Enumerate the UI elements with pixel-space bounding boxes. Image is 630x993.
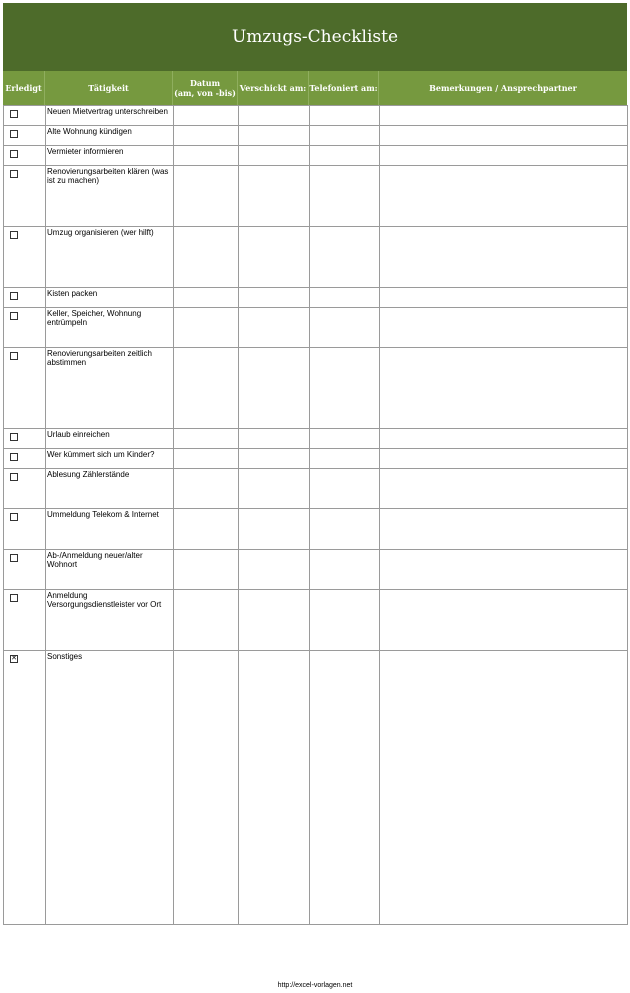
bemerkungen-cell[interactable] xyxy=(380,288,628,308)
task-cell[interactable] xyxy=(46,651,174,925)
verschickt-cell[interactable] xyxy=(239,227,310,288)
done-checkbox[interactable] xyxy=(10,170,18,178)
table-row xyxy=(4,308,628,348)
column-header-erledigt: Erledigt xyxy=(3,71,45,105)
done-checkbox[interactable] xyxy=(10,312,18,320)
telefoniert-cell[interactable] xyxy=(310,509,380,550)
task-label: Umzug organisieren (wer hilft) xyxy=(47,228,154,237)
verschickt-cell[interactable] xyxy=(239,590,310,651)
task-cell[interactable] xyxy=(46,429,174,449)
table-row xyxy=(4,651,628,925)
verschickt-cell[interactable] xyxy=(239,651,310,925)
done-checkbox[interactable] xyxy=(10,473,18,481)
task-cell[interactable] xyxy=(46,449,174,469)
task-label: Ummeldung Telekom & Internet xyxy=(47,510,159,519)
done-checkbox[interactable] xyxy=(10,130,18,138)
table-row xyxy=(4,348,628,429)
done-checkbox[interactable]: ✕ xyxy=(11,655,17,662)
task-cell[interactable] xyxy=(46,348,174,429)
erledigt-cell xyxy=(4,469,46,509)
bemerkungen-cell[interactable] xyxy=(380,166,628,227)
verschickt-cell[interactable] xyxy=(239,166,310,227)
verschickt-cell[interactable] xyxy=(239,308,310,348)
table-row xyxy=(4,106,628,126)
erledigt-cell xyxy=(4,509,46,550)
task-label: Anmeldung Versorgungsdienstleister vor Ort xyxy=(47,591,162,609)
erledigt-cell xyxy=(4,348,46,429)
column-header-verschickt: Verschickt am: xyxy=(238,71,309,105)
datum-cell[interactable] xyxy=(174,166,239,227)
task-label: Wer kümmert sich um Kinder? xyxy=(47,450,155,459)
task-cell[interactable] xyxy=(46,227,174,288)
task-cell[interactable] xyxy=(46,106,174,126)
telefoniert-cell[interactable] xyxy=(310,126,380,146)
done-checkbox[interactable] xyxy=(10,554,18,562)
verschickt-cell[interactable] xyxy=(239,146,310,166)
verschickt-cell[interactable] xyxy=(239,106,310,126)
telefoniert-cell[interactable] xyxy=(310,166,380,227)
verschickt-cell[interactable] xyxy=(239,509,310,550)
task-cell[interactable] xyxy=(46,166,174,227)
erledigt-cell xyxy=(4,106,46,126)
checklist-sheet xyxy=(3,3,627,925)
datum-cell[interactable] xyxy=(174,106,239,126)
erledigt-cell xyxy=(4,146,46,166)
erledigt-cell xyxy=(4,429,46,449)
done-checkbox[interactable] xyxy=(10,433,18,441)
erledigt-cell xyxy=(4,590,46,651)
telefoniert-cell[interactable] xyxy=(310,348,380,429)
table-row xyxy=(4,227,628,288)
task-label: Alte Wohnung kündigen xyxy=(47,127,132,136)
checklist-table xyxy=(3,105,628,925)
telefoniert-cell[interactable] xyxy=(310,590,380,651)
footer-url[interactable]: http://excel-vorlagen.net xyxy=(277,982,353,989)
done-checkbox[interactable] xyxy=(10,352,18,360)
verschickt-cell[interactable] xyxy=(239,126,310,146)
task-label: Urlaub einreichen xyxy=(47,430,110,439)
datum-cell[interactable] xyxy=(174,509,239,550)
column-header-datum-sub: (am, von -bis) xyxy=(174,88,236,98)
column-header-bemerkungen: Bemerkungen / Ansprechpartner xyxy=(429,83,577,93)
task-label: Keller, Speicher, Wohnung entrümpeln xyxy=(47,309,142,327)
task-label: Sonstiges xyxy=(47,652,83,661)
task-cell[interactable] xyxy=(46,126,174,146)
erledigt-cell xyxy=(4,550,46,590)
table-row xyxy=(4,509,628,550)
bemerkungen-cell[interactable] xyxy=(380,308,628,348)
erledigt-cell xyxy=(4,126,46,146)
done-checkbox[interactable] xyxy=(10,150,18,158)
task-label: Vermieter informieren xyxy=(47,147,124,156)
telefoniert-cell[interactable] xyxy=(310,469,380,509)
telefoniert-cell[interactable] xyxy=(310,227,380,288)
table-row xyxy=(4,126,628,146)
telefoniert-cell[interactable] xyxy=(310,429,380,449)
erledigt-cell xyxy=(4,227,46,288)
column-header-telefoniert: Telefoniert am: xyxy=(309,71,379,105)
title-bar xyxy=(3,3,627,71)
datum-cell[interactable] xyxy=(174,550,239,590)
done-checkbox[interactable] xyxy=(10,231,18,239)
task-cell[interactable] xyxy=(46,469,174,509)
telefoniert-cell[interactable] xyxy=(310,106,380,126)
task-cell[interactable] xyxy=(46,509,174,550)
done-checkbox[interactable] xyxy=(10,453,18,461)
bemerkungen-cell[interactable] xyxy=(380,509,628,550)
bemerkungen-cell[interactable] xyxy=(380,429,628,449)
telefoniert-cell[interactable] xyxy=(310,550,380,590)
task-label: Neuen Mietvertrag unterschreiben xyxy=(47,107,168,116)
bemerkungen-cell[interactable] xyxy=(380,106,628,126)
task-label: Ablesung Zählerstände xyxy=(47,470,130,479)
table-row xyxy=(4,146,628,166)
datum-cell[interactable] xyxy=(174,590,239,651)
bemerkungen-cell[interactable] xyxy=(380,348,628,429)
task-label: Kisten packen xyxy=(47,289,98,298)
table-row xyxy=(4,288,628,308)
column-header-datum-label: Datum xyxy=(189,78,221,88)
page-title: Umzugs-Checkliste xyxy=(231,27,399,47)
telefoniert-cell[interactable] xyxy=(310,308,380,348)
datum-cell[interactable] xyxy=(174,449,239,469)
task-cell[interactable] xyxy=(46,288,174,308)
done-checkbox[interactable] xyxy=(10,292,18,300)
datum-cell[interactable] xyxy=(174,469,239,509)
bemerkungen-cell[interactable] xyxy=(380,469,628,509)
task-cell[interactable] xyxy=(46,308,174,348)
bemerkungen-cell[interactable] xyxy=(380,126,628,146)
column-header-row xyxy=(3,71,627,105)
erledigt-cell xyxy=(4,308,46,348)
erledigt-cell xyxy=(4,651,46,925)
erledigt-cell xyxy=(4,166,46,227)
verschickt-cell[interactable] xyxy=(239,288,310,308)
task-cell[interactable] xyxy=(46,146,174,166)
table-row xyxy=(4,166,628,227)
erledigt-cell xyxy=(4,449,46,469)
datum-cell[interactable] xyxy=(174,348,239,429)
verschickt-cell[interactable] xyxy=(239,550,310,590)
task-cell[interactable] xyxy=(46,550,174,590)
telefoniert-cell[interactable] xyxy=(310,288,380,308)
table-row xyxy=(4,449,628,469)
column-header-datum xyxy=(173,71,238,105)
datum-cell[interactable] xyxy=(174,651,239,925)
bemerkungen-cell[interactable] xyxy=(380,590,628,651)
datum-cell[interactable] xyxy=(174,227,239,288)
bemerkungen-cell[interactable] xyxy=(380,227,628,288)
task-label: Renovierungsarbeiten klären (was ist zu machen) xyxy=(47,167,169,185)
table-row xyxy=(4,429,628,449)
bemerkungen-cell[interactable] xyxy=(380,146,628,166)
verschickt-cell[interactable] xyxy=(239,449,310,469)
datum-cell[interactable] xyxy=(174,146,239,166)
telefoniert-cell[interactable] xyxy=(310,651,380,925)
erledigt-cell xyxy=(4,288,46,308)
table-row xyxy=(4,590,628,651)
table-row xyxy=(4,550,628,590)
datum-cell[interactable] xyxy=(174,429,239,449)
column-header-taetigkeit: Tätigkeit xyxy=(45,71,173,105)
telefoniert-cell[interactable] xyxy=(310,146,380,166)
bemerkungen-cell[interactable] xyxy=(380,651,628,925)
bemerkungen-cell[interactable] xyxy=(380,550,628,590)
datum-cell[interactable] xyxy=(174,126,239,146)
bemerkungen-cell[interactable] xyxy=(380,449,628,469)
verschickt-cell[interactable] xyxy=(239,429,310,449)
done-checkbox[interactable] xyxy=(10,513,18,521)
verschickt-cell[interactable] xyxy=(239,469,310,509)
datum-cell[interactable] xyxy=(174,308,239,348)
task-cell[interactable] xyxy=(46,590,174,651)
task-label: Ab-/Anmeldung neuer/alter Wohnort xyxy=(47,551,143,569)
datum-cell[interactable] xyxy=(174,288,239,308)
telefoniert-cell[interactable] xyxy=(310,449,380,469)
done-checkbox[interactable] xyxy=(10,110,18,118)
table-row xyxy=(4,469,628,509)
verschickt-cell[interactable] xyxy=(239,348,310,429)
task-label: Renovierungsarbeiten zeitlich abstimmen xyxy=(47,349,152,367)
done-checkbox[interactable] xyxy=(10,594,18,602)
